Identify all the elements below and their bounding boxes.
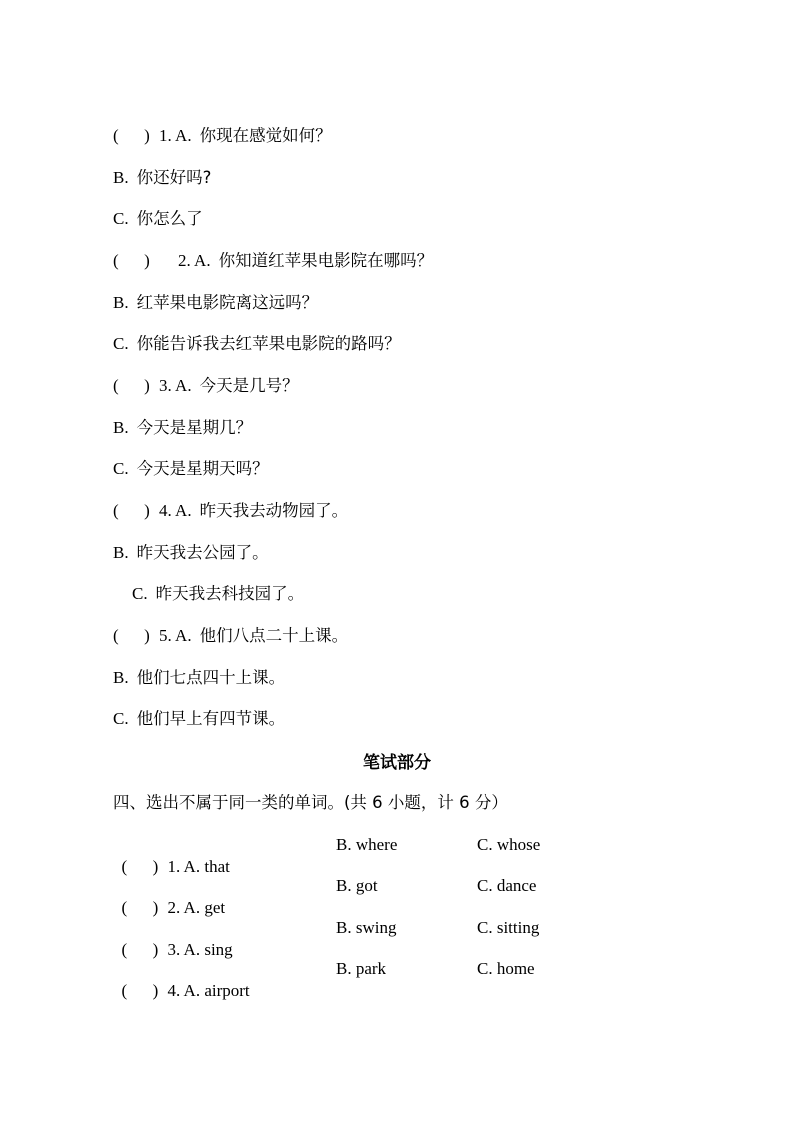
option-label: B. bbox=[113, 668, 129, 687]
option-b: 昨天我去公园了。 bbox=[136, 543, 269, 562]
word-question-4-c: C. home bbox=[477, 959, 535, 978]
option-a: 你现在感觉如何？ bbox=[199, 126, 332, 145]
question-number: 1. A. bbox=[159, 126, 192, 145]
option-label: C. bbox=[113, 459, 129, 478]
word-question-2-b: B. got bbox=[336, 876, 378, 895]
word-question-1 bbox=[113, 834, 230, 876]
option-a: 昨天我去动物园了。 bbox=[199, 501, 349, 520]
answer-blank[interactable]: ( ) bbox=[113, 251, 150, 270]
section-4-title: 四、选出不属于同一类的单词。(共 6 小题，计 6 分） bbox=[113, 793, 508, 812]
option-label: C. bbox=[113, 209, 129, 228]
option-label: C. bbox=[132, 584, 148, 603]
question-number: 3. A. bbox=[167, 940, 201, 959]
question-1-c bbox=[113, 208, 203, 230]
answer-blank[interactable]: ( ) bbox=[121, 857, 159, 876]
option-label: C. bbox=[113, 334, 129, 353]
option-label: B. bbox=[113, 168, 129, 187]
option-c: 你能告诉我去红苹果电影院的路吗？ bbox=[136, 334, 401, 353]
option-label: C. bbox=[113, 709, 129, 728]
answer-blank[interactable]: ( ) bbox=[121, 981, 159, 1000]
question-3-a bbox=[113, 375, 299, 397]
question-number: 5. A. bbox=[159, 626, 192, 645]
option-label: B. bbox=[113, 293, 129, 312]
option-c: 今天是星期天吗？ bbox=[136, 459, 269, 478]
option-a: 他们八点二十上课。 bbox=[199, 626, 349, 645]
question-5-b bbox=[113, 667, 285, 689]
option-b: 红苹果电影院离这远吗？ bbox=[136, 293, 319, 312]
question-number: 3. A. bbox=[159, 376, 192, 395]
question-2-c bbox=[113, 333, 401, 355]
word-question-2 bbox=[113, 875, 226, 917]
question-number: 2. A. bbox=[178, 251, 211, 270]
answer-blank[interactable]: ( ) bbox=[113, 126, 150, 145]
option-a: 你知道红苹果电影院在哪吗？ bbox=[218, 251, 434, 270]
answer-blank[interactable]: ( ) bbox=[121, 940, 159, 959]
option-c: 他们早上有四节课。 bbox=[136, 709, 286, 728]
option-a: that bbox=[204, 857, 230, 876]
option-c: 昨天我去科技园了。 bbox=[155, 584, 305, 603]
question-number: 2. A. bbox=[167, 898, 201, 917]
section-heading: 笔试部分 bbox=[363, 753, 431, 773]
option-b: 今天是星期几？ bbox=[136, 418, 253, 437]
word-question-1-b: B. where bbox=[336, 835, 398, 854]
question-4-b bbox=[113, 542, 269, 564]
answer-blank[interactable]: ( ) bbox=[113, 501, 150, 520]
answer-blank[interactable]: ( ) bbox=[113, 376, 150, 395]
question-1-a bbox=[113, 125, 332, 147]
question-5-c bbox=[113, 708, 285, 730]
option-b: 你还好吗? bbox=[136, 168, 212, 187]
word-question-4 bbox=[113, 958, 250, 1000]
word-question-3 bbox=[113, 917, 233, 959]
question-number: 1. A. bbox=[167, 857, 201, 876]
word-question-4-b: B. park bbox=[336, 959, 387, 978]
question-4-c bbox=[132, 583, 304, 605]
question-1-b bbox=[113, 167, 211, 189]
option-c: 你怎么了 bbox=[136, 209, 203, 228]
word-question-1-c: C. whose bbox=[477, 835, 541, 854]
question-2-a bbox=[113, 250, 433, 272]
question-2-b bbox=[113, 292, 318, 314]
answer-blank[interactable]: ( ) bbox=[113, 626, 150, 645]
option-a: get bbox=[204, 898, 226, 917]
question-5-a bbox=[113, 625, 348, 647]
answer-blank[interactable]: ( ) bbox=[121, 898, 159, 917]
question-4-a bbox=[113, 500, 348, 522]
question-3-c bbox=[113, 458, 269, 480]
word-question-2-c: C. dance bbox=[477, 876, 537, 895]
question-3-b bbox=[113, 417, 252, 439]
option-label: B. bbox=[113, 418, 129, 437]
question-number: 4. A. bbox=[159, 501, 192, 520]
option-a: 今天是几号？ bbox=[199, 376, 299, 395]
word-question-3-b: B. swing bbox=[336, 918, 397, 937]
question-number: 4. A. bbox=[167, 981, 201, 1000]
word-question-3-c: C. sitting bbox=[477, 918, 540, 937]
option-a: sing bbox=[204, 940, 233, 959]
option-b: 他们七点四十上课。 bbox=[136, 668, 286, 687]
option-label: B. bbox=[113, 543, 129, 562]
option-a: airport bbox=[204, 981, 250, 1000]
